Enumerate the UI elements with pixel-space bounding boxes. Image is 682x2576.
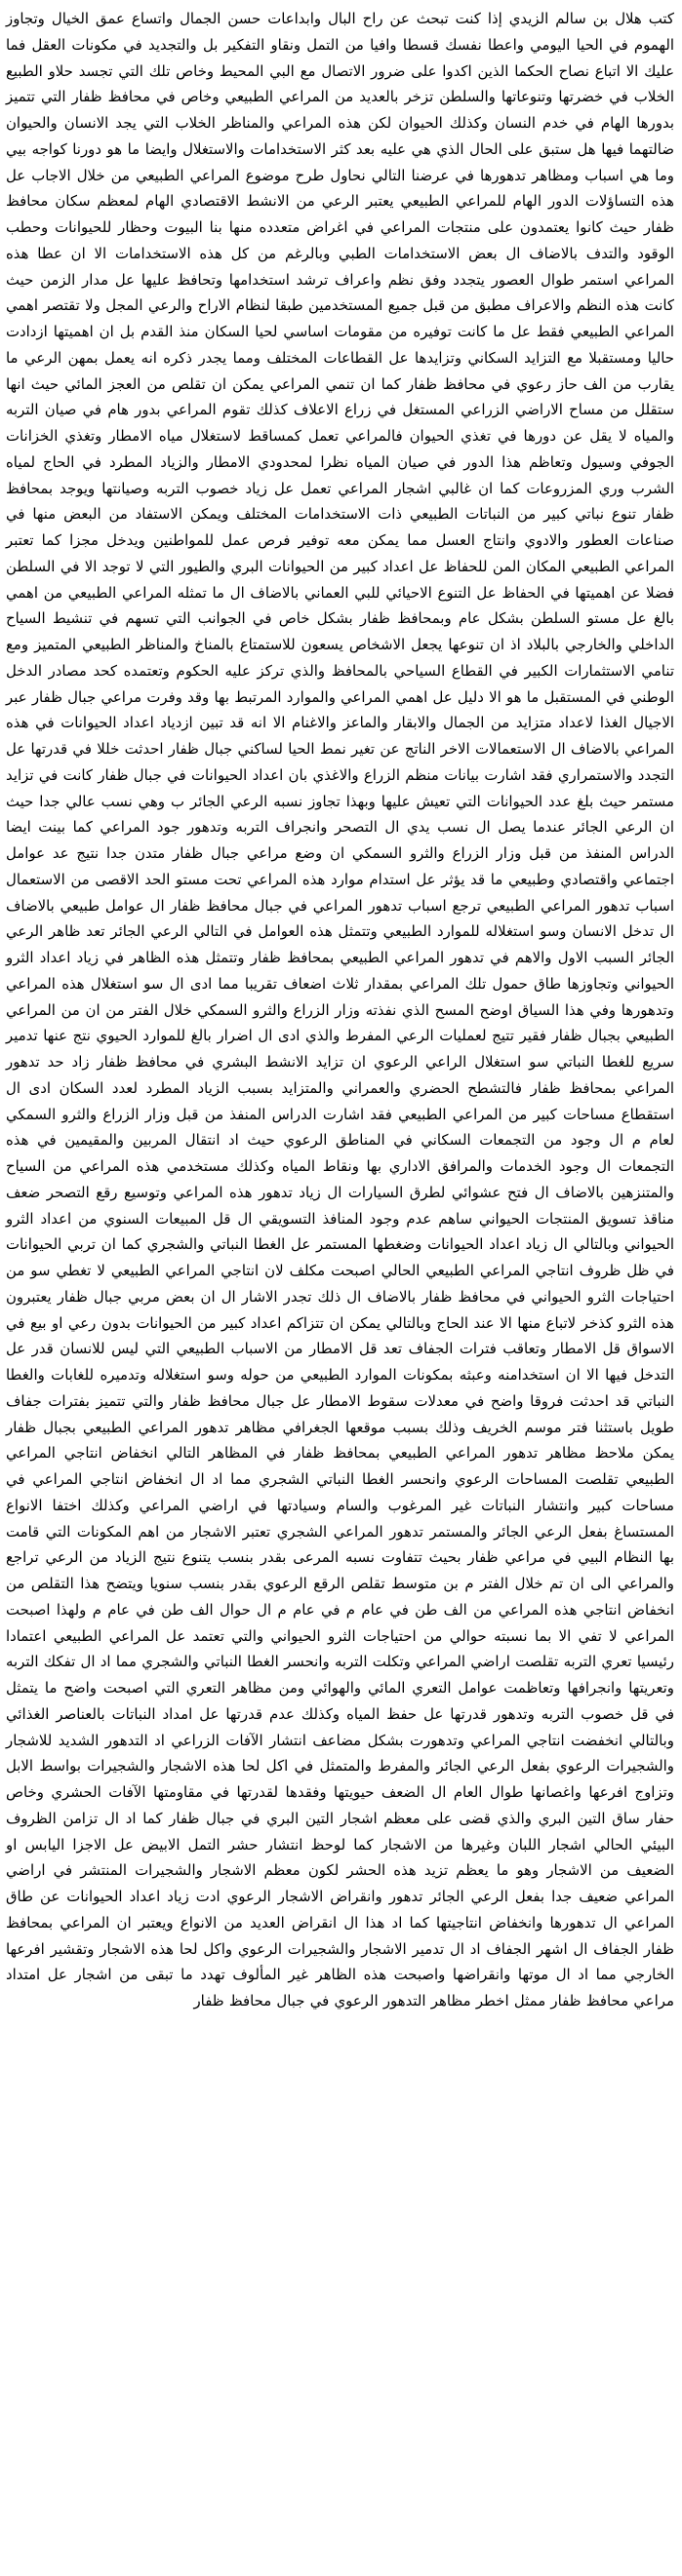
article-body-text: كتب هلال بن سالم الزيدي إذا كنت تبحث عن راح البال وابداعات حسن الجمال واتساع عمق الخيال وتجاوز الهموم في الحيا اليومي واعطا نفسك قسطا وافيا من التمل ونقاو التفكير بل والتجديد في مكونات العقل فما عليك الا اتباع نصاح الحكما الذين اكدوا على ضرور الاتصال مع البي المحيط وخاص تلك التي تجسد حلاو الطبيع الخلاب في خضرتها وتنوعاتها والسلطن تزخر بالعديد من المراعي الطبيعي وخاص في محافظ ظفار التي تتميز بدورها الهام في خدم النسان وكذلك الحيوان لكن هذه المراعي والمناظر الخلاب التي يجد الانسان والحيوان ضالتهما فيها هل ستبق على الحال الذي هي عليه بعد كثر الاستخدامات والاستغلال وايضا ما هو دورنا كواجه بيي وما هي اسباب ومظاهر تدهورها في عرضنا التالي نحاول طرح موضوع المراعي الطبيعي من خلال الاجاب عل هذه التساؤلات الدور الهام للمراعي الطبيعي يعتبر الرعي من الانشط الاقتصادي الهام لمعظم سكان محافظ ظفار حيث كانوا يعتمدون على منتجات المراعي في اغراض متعدده منها بنا البيوت وحظار للحيوانات وحطب الوقود والتدف بالاضاف ال بعض الاستخدامات الطبي وبالرغم من كل هذه الاستخدامات الا ان عطا هذه المراعي استمر طوال العصور يتجدد وفق نظم واعراف ترشد استخدامها وتحافظ عليها عل مدار الزمن حيث كانت هذه النظم والاعراف مطبق من قبل جميع المستخدمين طبقا لنظام الاراح والرعي المجل ولا تقتصر اهمي المراعي الطبيعي فقط عل ما كانت توفيره من مقومات اساسي لحيا السكان منذ القدم بل ان اهميتها ازدادت حاليا ومستقبلا مع التزايد السكاني وتزايدها عل القطاعات المختلف ومما يجدر ذكره انه يعمل بمهن الرعي ما يقارب من الف حاز رعوي في محافظ ظفار كما ان تنمي المراعي يمكن ان تقلص من العجز المائي حيث انها ستقلل من مساح الاراضي الزراعي المستغل في زراع الاعلاف كذلك تقوم المراعي بدور هام في صيان التربه والمياه لا يقل عن دورها في تغذي الحيوان فالمراعي تعمل كمساقط لاستغلال مياه الامطار وتغذي الخزانات الجوفي وسيول وتعاظم هذا الدور في صيان المياه نظرا لمحدودي الامطار والزياد المطرد في الحاج لمياه الشرب وري المزروعات كما ان غالبي اشجار المراعي تعمل عل زياد خصوب التربه وصيانتها ويوجد بمحافظ ظفار تنوع نباتي كبير من النباتات الطبيعي ذات الاستخدامات المختلف ويمكن الاستفاد من البعض منها في صناعات العطور والادوي وانتاج العسل مما يمكن معه توفير فرص عمل للمواطنين ويدخل مجزا كما تعتبر المراعي الطبيعي المكان المن للحفاظ عل اعداد كبير من الحيوانات البري والطيور التي لا توجد الا في السلطن فضلا عن اهميتها في الحفاظ عل التنوع الاحيائي للبي العماني بالاضاف ال ما تمثله المراعي الطبيعي من اهمي بالغ عل مستو السلطن بشكل عام وبمحافظ ظفار بشكل خاص في الجوانب التي تسهم في تنشيط السياح الداخلي والخارجي بالبلاد اذ ان تنوعها يجعل الاشخاص يسعون للاستمتاع بالمناخ والمناظر الطبيعي المتميز ومع تنامي الاستثمارات الكبير في القطاع السياحي بالمحافظ والذي تركز عليه الحكوم وتعتمده كحد مصادر الدخل الوطني في المستقبل ما هو الا دليل عل اهمي المراعي والموارد المرتبط بها وقد وفرت مراعي جبال ظفار عبر الاجيال الغذا لاعداد متزايد من الجمال والابقار والماعز والاغنام الا انه قد تبين ازدياد اعداد الحيوانات في هذه المراعي بالاضاف ال الاستعمالات الاخر الناتج عن تغير نمط الحيا لساكني جبال ظفار احدثت خللا في قدرتها عل التجدد والاستمراري فقد اشارت بيانات منظم الزراع والاغذي بان اعداد الحيوانات في جبال ظفار كانت في تزايد مستمر حيث بلغ عدد الحيوانات التي تعيش عليها وبهذا تجاوز نسبه الرعي الجائر ب وهي نسب عالي جدا حيث ان الرعي الجائر عندما يصل ال نسب يدي ال التصحر وانجراف التربه وتدهور جود المراعي كما بينت ايضا الدراس المنفذ من قبل وزار الزراع والثرو السمكي ان وضع مراعي جبال ظفار متدن جدا نتيج عد عوامل اجتماعي واقتصادي وطبيعي ما قد يؤثر عل استدام موارد هذه المراعي تحت مستو الحد الاقصى من الاستعمال اسباب تدهور المراعي الطبيعي ترجع اسباب تدهور المراعي في جبال محافظ ظفار ال عوامل طبيعي بالاضاف ال تدخل الانسان وسو استغلاله للموارد الطبيعي وتتمثل هذه العوامل في التالي الرعي الجائر تعد ظاهر الرعي الجائر السبب الاول والاهم في تدهور المراعي الطبيعي بمحافظ ظفار وتتمثل هذه الظاهر في زياد اعداد الثرو الحيواني وتجاوزها طاق حمول تلك المراعي بمقدار ثلاث اضعاف تقريبا مما ادى ال سو استغلال هذه المراعي وتدهورها وفي هذا السياق اوضح المسح الذي نفذته وزار الزراع والثرو السمكي خلال الفتر من ان من المراعي الطبيعي بجبال ظفار فقير تتيج لعمليات الرعي المفرط والذي ادى ال اضرار بالغ للموارد الحيوي نتج عنها تدمير سريع للغطا النباتي سو استغلال الراعي الرعوي ان تزايد الانشط البشري في محافظ ظفار زاد حد تدهور المراعي بمحافظ ظفار فالتشطح الحضري والعمراني والمتزايد بسبب الزياد المطرد لعدد السكان ادى ال استقطاع مساحات كبير من المراعي الطبيعي فقد اشارت الدراس المنفذ من قبل وزار الزراع والثرو السمكي لعام م ال وجود من التجمعات السكاني في المناطق الرعوي حيث اد انتقال المربين والمقيمين في هذه التجمعات ال وجود الخدمات والمرافق الاداري بها ونقاط المياه وكذلك مستخدمي هذه المراعي من السياح والمتنزهين بالاضاف ال فتح عشوائي لطرق السيارات ال زياد تدهور هذه المراعي وتوسيع رقع التصحر ضعف مناقذ تسويق المنتجات الحيواني ساهم عدم وجود المنافذ التسويقي ال قل المبيعات السنوي من اعداد الثرو الحيواني وبالتالي ال زياد اعداد الحيوانات وضغطها المستمر عل الغطا النباتي والشجري كما ان تربي الحيوانات في ظل ظروف انتاجي المراعي الطبيعي الحالي اصبحت مكلف لان انتاجي المراعي الطبيعي لا تغطي سو من احتياجات الثرو الحيواني في محافظ ظفار بالاضاف ال ذلك تجدر الاشار ال ان بعض مربي جبال ظفار يعتبرون هذه الثرو كذخر لاتباع منها الا عند الحاج وبالتالي يمكن ان تتزاكم اعداد كبير من الحيوانات بدون رعي او بيع في الاسواق قل الامطار وتعاقب فترات الجفاف تعد قل الامطار من الاسباب الطبيعي التي ليس للانسان قدر عل التدخل فيها الا ان استخدامنه وعبثه بمكونات الموارد الطبيعي من حوله وسو استغلاله وتدميره للغابات والغطا النباتي قد احدثت فروقا واضح في معدلات سقوط الامطار عل جبال محافظ ظفار والتي تتميز بفترات جفاف طويل باستثنا فتر موسم الخريف وذلك بسبب موقعها الجغرافي مظاهر تدهور المراعي الطبيعي بجبال ظفار يمكن ملاحظ مظاهر تدهور المراعي الطبيعي بمحافظ ظفار في المظاهر التالي انخفاض انتاجي المراعي الطبيعي تقلصت المساحات الرعوي وانحسر الغطا النباتي الشجري مما اد ال انخفاض انتاجي المراعي في مساحات كبير وانتشار النباتات غير المرغوب والسام وسيادتها في اراضي المراعي وكذلك اختفا الانواع المستساغ بفعل الرعي الجائر والمستمر تدهور المراعي الشجري تعتبر الاشجار من اهم المكونات التي قامت بها النظام البيي في مراعي ظفار بحيث تتفاوت نسبه المرعى بقدر بنسب يتنوع نتيج الزياد من الرعي تراجع والمراعي الى ان تم خلال الفتر م بن متوسط تقلص الرقع الرعوي بقدر بنسب سنويا ويتضح هذا التقلص من انخفاض انتاجي هذه المراعي من الف طن في عام م في عام م ال حوال الف طن في عام م ولهذا اصبحت المراعي لا تفي الا بما نسبته حوالي من احتياجات الثرو الحيواني والتي تعتمد عل المراعي الطبيعي اعتمادا رئيسيا تعري التربه تقلصت اراضي المراعي وتكلت التربه وانحسر الغطا النباتي والشجري مما اد ال تفكك التربه وتعريتها وانجرافها وتعاظمت عوامل التعري المائي والهوائي ومن مظاهر التعري التي اصبحت واضح ما يتمثل في قل خصوب التربه وتدهور قدرتها عل حفظ المياه وكذلك عدم قدرتها عل امداد النباتات بالعناصر الغذائي وبالتالي انخفضت انتاجي المراعي وتدهورت بشكل مضاعف انتشار الآفات الزراعي اد التدهور الشديد للاشجار والشجيرات الرعوي بفعل الرعي الجائر والمفرط والمتمثل في اكل لحا هذه الاشجار والشجيرات بواسط الابل وتزاوج افرعها واغصانها طوال العام ال الضعف حيويتها وفقدها لقدرتها في مقاومتها الآفات الحشري وخاص حفار ساق التين البري والذي قضى على معظم اشجار التين البري في جبال ظفار كما اد ال تزامن الظروف البيئي الحالي اشجار اللبان وغيرها من الاشجار كما لوحظ انتشار حشر التمل الابيض عل الاجزا اليابس او الضعيف من الاشجار وهو ما يعظم تزيد هذه الحشر لكون معظم الاشجار والشجيرات المنتشر في اراضي المراعي ضعيف جدا بفعل الرعي الجائر تدهور وانقراض الاشجار الرعوي ادت زياد اعداد الحيوانات عن طاق المراعي ال تدهورها وانخفاض انتاجيتها كما اد هذا ال انقراض العديد من الانواع ويعتبر ان المراعي بمحافظ ظفار الجفاف ال اشهر الجفاف اد ال تدمير الاشجار والشجيرات الرعوي واكل لحا هذه الاشجار وتقشير افرعها الخارجي مما اد ال موتها وانقراضها واصبحت هذه الظاهر غير المألوف تهدد ما تبقى من اشجار عل امتداد مراعي محافظ ظفار ممثل اخطر مظاهر التدهور الرعوي في جبال محافظ ظفار [6,10,674,2010]
